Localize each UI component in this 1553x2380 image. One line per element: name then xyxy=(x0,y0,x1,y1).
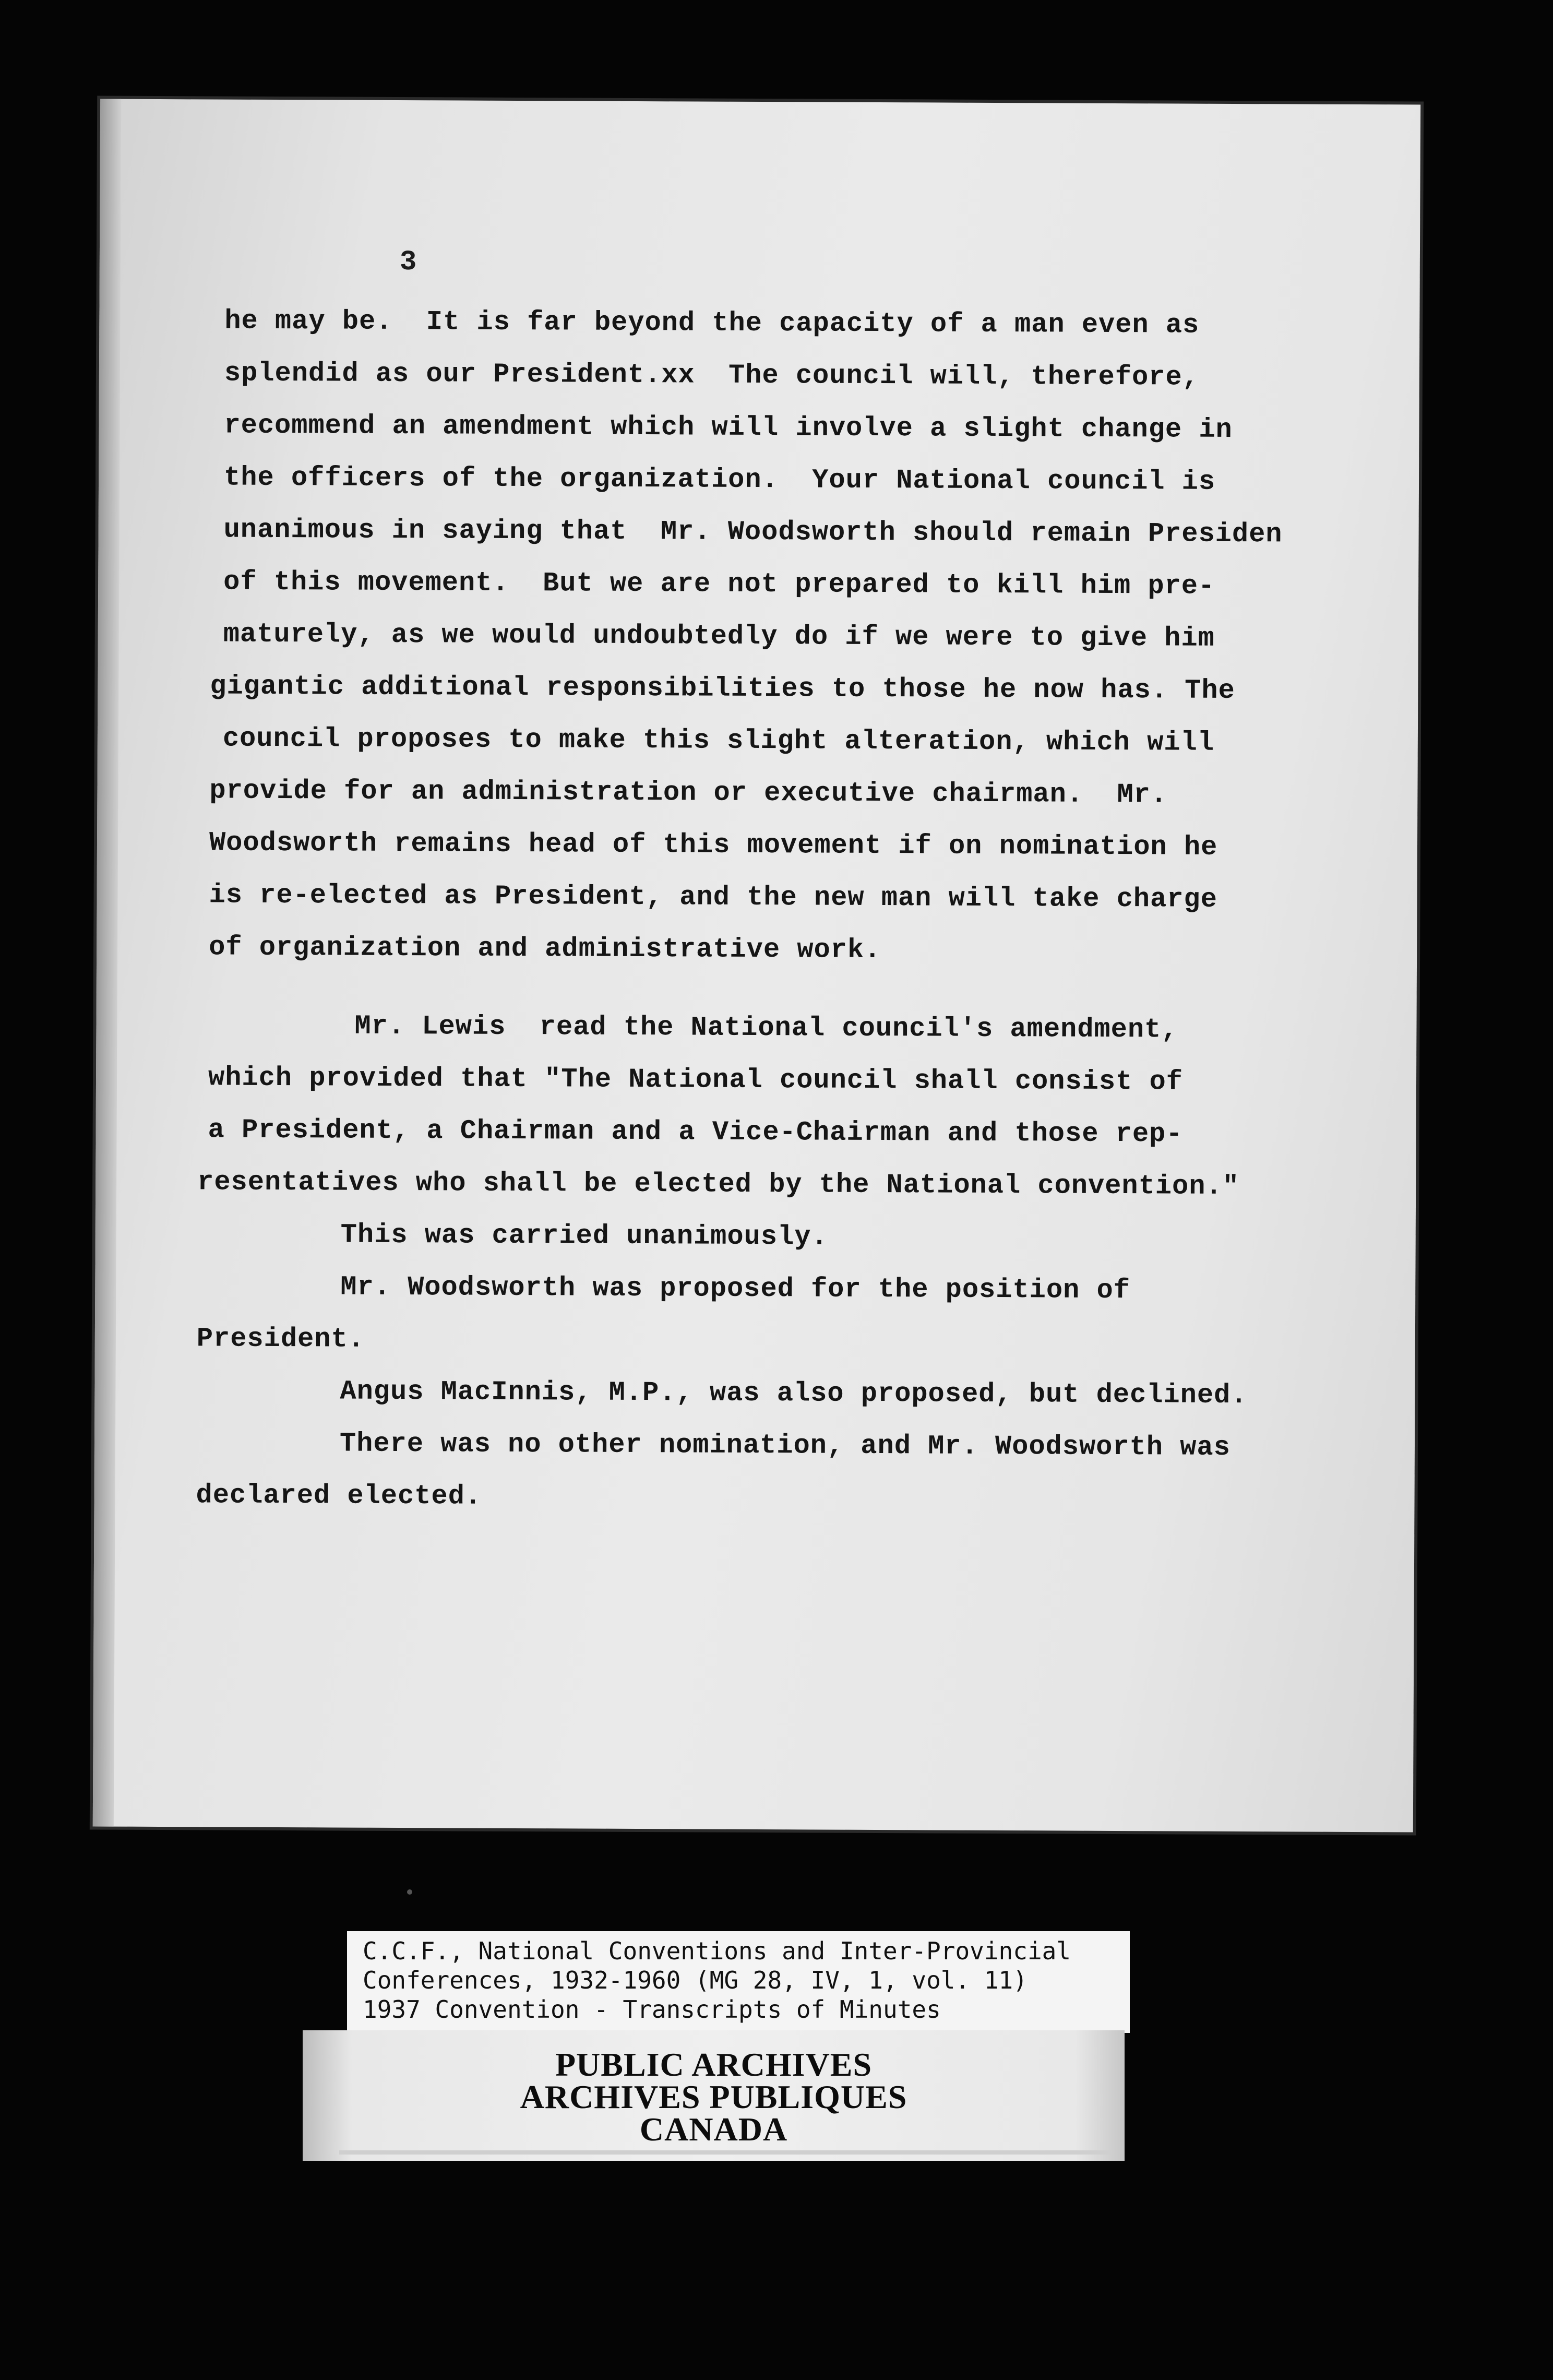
page-number: 3 xyxy=(399,246,417,279)
text-line: Woodsworth remains head of this movement if on nomination he xyxy=(209,827,1218,863)
text-line: council proposes to make this slight alteration, which will xyxy=(222,723,1215,758)
speck xyxy=(407,1889,412,1895)
text-line: he may be. It is far beyond the capacity of a man even as xyxy=(224,305,1200,341)
stamp-line-1: PUBLIC ARCHIVES xyxy=(555,2046,873,2083)
archives-stamp xyxy=(303,2030,1125,2161)
paragraph-1 xyxy=(100,99,1420,966)
text-line: of organization and administrative work. xyxy=(209,932,881,966)
text-line: resentatives who shall be elected by the National convention." xyxy=(197,1167,1240,1203)
text-line: declared elected. xyxy=(196,1480,482,1512)
stamp-line-3: CANADA xyxy=(639,2111,788,2148)
text-line: unanimous in saying that Mr. Woodsworth should remain Presiden xyxy=(223,514,1283,550)
stamp-line-2: ARCHIVES PUBLIQUES xyxy=(520,2078,907,2115)
page-edge-shadow xyxy=(93,99,121,1826)
text-line: There was no other nomination, and Mr. Woodsworth was xyxy=(339,1428,1231,1463)
text-line: a President, a Chairman and a Vice-Chairman and those rep- xyxy=(208,1114,1183,1150)
archive-label-line: C.C.F., National Conventions and Inter-Provincial xyxy=(363,1937,1071,1965)
text-line: provide for an administration or executive chairman. Mr. xyxy=(209,775,1168,811)
text-line: Angus MacInnis, M.P., was also proposed, but declined. xyxy=(340,1376,1248,1411)
text-line: gigantic additional responsibilities to those he now has. The xyxy=(210,671,1235,706)
text-line: splendid as our President.xx The council will, therefore, xyxy=(224,358,1199,393)
text-line: which provided that "The National council shall consist of xyxy=(208,1062,1184,1098)
text-line: President. xyxy=(196,1323,365,1355)
archive-reference-label xyxy=(347,1931,1130,2033)
text-line: This was carried unanimously. xyxy=(340,1219,828,1253)
text-line: Mr. Woodsworth was proposed for the position of xyxy=(340,1271,1131,1306)
stamp-underline xyxy=(339,2150,1112,2155)
text-line: maturely, as we would undoubtedly do if we were to give him xyxy=(223,618,1215,654)
text-line: recommend an amendment which will involve a slight change in xyxy=(224,410,1233,445)
text-line: the officers of the organization. Your National council is xyxy=(223,462,1216,497)
document-page xyxy=(93,99,1420,1832)
archive-label-line: Conferences, 1932-1960 (MG 28, IV, 1, vol. 11) xyxy=(363,1966,1028,1994)
text-line: of this movement. But we are not prepared to kill him pre- xyxy=(223,566,1215,602)
archive-label-line: 1937 Convention - Transcripts of Minutes xyxy=(363,1995,941,2024)
text-line: is re-elected as President, and the new man will take charge xyxy=(209,879,1218,915)
text-line: Mr. Lewis read the National council's amendment, xyxy=(354,1010,1178,1045)
